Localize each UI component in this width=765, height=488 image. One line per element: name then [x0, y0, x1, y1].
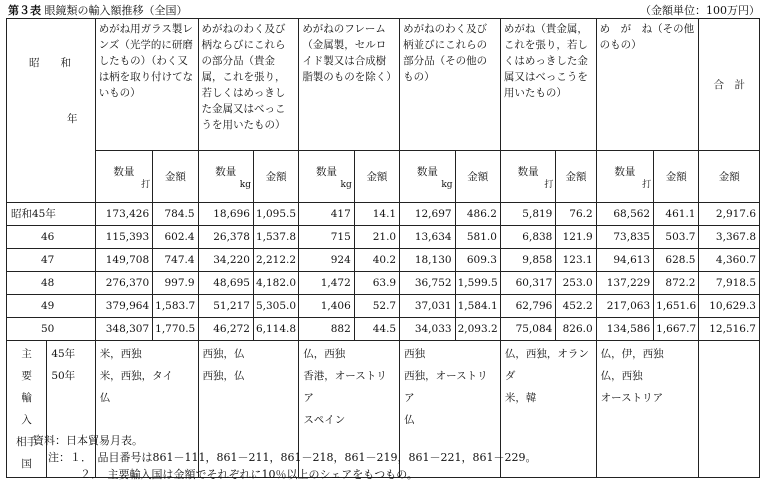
value-cell: 73,835: [596, 226, 653, 249]
table-title: [8, 2, 760, 16]
table-title-text: 眼鏡類の輸入額推移（全国）: [44, 4, 188, 17]
value-cell: 1,472: [299, 272, 354, 295]
value-cell: 12,697: [400, 203, 455, 226]
value-cell: 609.3: [455, 249, 500, 272]
value-cell: 1,583.7: [153, 295, 198, 318]
value-cell: 40.2: [354, 249, 399, 272]
value-cell: 115,393: [95, 226, 152, 249]
value-cell: 2,093.2: [455, 318, 500, 341]
value-cell: 9,858: [500, 249, 555, 272]
amount-header: 金額: [556, 151, 596, 203]
year-cell: 50: [7, 318, 96, 341]
value-cell: 18,696: [198, 203, 253, 226]
amount-header: 金額: [654, 151, 699, 203]
partner-line: 西独，仏: [202, 370, 245, 382]
qty-header: [198, 151, 253, 203]
value-cell: 5,305.0: [253, 295, 298, 318]
value-cell: 76.2: [556, 203, 596, 226]
qty-header: [400, 151, 455, 203]
qty-label: 数量: [614, 165, 636, 178]
value-cell: 1,667.7: [654, 318, 699, 341]
amount-header: 金額: [699, 151, 760, 203]
value-cell: 747.4: [153, 249, 198, 272]
notes: [8, 432, 760, 483]
value-cell: 461.1: [654, 203, 699, 226]
source-note: 資料：日本貿易月表。: [33, 434, 143, 447]
value-cell: 13,634: [400, 226, 455, 249]
value-cell: 3,367.8: [699, 226, 760, 249]
value-cell: 872.2: [654, 272, 699, 295]
category-header: め が ね（その他のもの）: [596, 19, 699, 151]
partner-line: 仏，伊，西独: [600, 348, 664, 360]
partner-label-line: 輸 入: [21, 392, 43, 426]
value-cell: 46,272: [198, 318, 253, 341]
value-cell: 1,651.6: [654, 295, 699, 318]
partner-line: 仏，西独，オランダ: [504, 348, 589, 382]
qty-unit: 打: [544, 179, 554, 190]
value-cell: 10,629.3: [699, 295, 760, 318]
qty-unit: kg: [239, 179, 251, 190]
table-row: [7, 295, 760, 318]
value-cell: 51,217: [198, 295, 253, 318]
value-cell: 503.7: [654, 226, 699, 249]
qty-label: 数量: [215, 165, 237, 178]
year-cell: 46: [7, 226, 96, 249]
qty-unit: 打: [642, 179, 652, 190]
partner-line: オーストリア: [600, 392, 664, 404]
qty-header: [299, 151, 354, 203]
amount-header: 金額: [354, 151, 399, 203]
qty-header: [596, 151, 653, 203]
qty-label: 数量: [517, 165, 539, 178]
value-cell: 36,752: [400, 272, 455, 295]
value-cell: 63.9: [354, 272, 399, 295]
value-cell: 602.4: [153, 226, 198, 249]
value-cell: 1,406: [299, 295, 354, 318]
value-cell: 5,819: [500, 203, 555, 226]
value-cell: 348,307: [95, 318, 152, 341]
value-cell: 1,770.5: [153, 318, 198, 341]
table-row: [7, 226, 760, 249]
year-header-bottom: 年: [67, 112, 78, 125]
import-table: [6, 18, 760, 478]
value-cell: 1,095.5: [253, 203, 298, 226]
table-number: 第３表: [8, 4, 41, 17]
value-cell: 14.1: [354, 203, 399, 226]
value-cell: 48,695: [198, 272, 253, 295]
category-header: めがね用ガラス製レンズ（光学的に研磨したもの）（わく又は柄を取り付けてないもの）: [95, 19, 198, 151]
note-1: 注：１． 品目番号は861－111，861－211，861－218，861－219，861－221，861－229。: [48, 451, 537, 464]
value-cell: 134,586: [596, 318, 653, 341]
value-cell: 37,031: [400, 295, 455, 318]
category-header: めがねのわく及び柄並びにこれらの部分品（その他のもの）: [400, 19, 501, 151]
value-cell: 2,212.2: [253, 249, 298, 272]
value-cell: 1,599.5: [455, 272, 500, 295]
value-cell: 6,838: [500, 226, 555, 249]
value-cell: 217,063: [596, 295, 653, 318]
amount-header: 金額: [253, 151, 298, 203]
value-cell: 6,114.8: [253, 318, 298, 341]
partner-year-45: 45年: [51, 348, 76, 360]
year-header: [7, 19, 96, 203]
table-row: [7, 203, 760, 226]
value-cell: 253.0: [556, 272, 596, 295]
partner-line: 仏，西独: [600, 370, 643, 382]
value-cell: 924: [299, 249, 354, 272]
value-cell: 44.5: [354, 318, 399, 341]
category-header: めがねのわく及び柄ならびにこれらの部分品（貴金属，これを張り，若しくはめっきした金属又はべっこうを用いたもの）: [198, 19, 299, 151]
value-cell: 581.0: [455, 226, 500, 249]
qty-unit: kg: [340, 179, 352, 190]
value-cell: 137,229: [596, 272, 653, 295]
year-header-top: 昭 和: [29, 56, 71, 69]
value-cell: 12,516.7: [699, 318, 760, 341]
value-cell: 882: [299, 318, 354, 341]
header-row-categories: [7, 19, 760, 151]
partner-label-line: 主 要: [21, 348, 43, 382]
year-cell: 昭和45年: [7, 203, 96, 226]
value-cell: 75,084: [500, 318, 555, 341]
value-cell: 4,360.7: [699, 249, 760, 272]
value-cell: 121.9: [556, 226, 596, 249]
qty-header: [500, 151, 555, 203]
value-cell: 826.0: [556, 318, 596, 341]
value-cell: 149,708: [95, 249, 152, 272]
value-cell: 52.7: [354, 295, 399, 318]
value-cell: 34,220: [198, 249, 253, 272]
partner-line: 西独，オーストリア: [404, 370, 488, 404]
qty-label: 数量: [416, 165, 438, 178]
value-cell: 1,584.1: [455, 295, 500, 318]
value-cell: 34,033: [400, 318, 455, 341]
amount-header: 金額: [455, 151, 500, 203]
partner-line: 西独: [404, 348, 426, 360]
value-cell: 2,917.6: [699, 203, 760, 226]
partner-line: 米，西独: [99, 348, 142, 360]
value-cell: 715: [299, 226, 354, 249]
value-cell: 486.2: [455, 203, 500, 226]
category-header: めがねのフレーム（金属製，セルロイド製又は合成樹脂製のものを除く）: [299, 19, 400, 151]
category-header: めがね（貴金属，これを張り，若しくはめっきした金属又はべっこうを用いたもの）: [500, 19, 596, 151]
year-cell: 47: [7, 249, 96, 272]
table-row: [7, 318, 760, 341]
value-cell: 123.1: [556, 249, 596, 272]
partner-line: スペイン: [303, 414, 346, 426]
value-cell: 1,537.8: [253, 226, 298, 249]
value-cell: 417: [299, 203, 354, 226]
value-cell: 26,378: [198, 226, 253, 249]
qty-unit: kg: [441, 179, 453, 190]
qty-unit: 打: [141, 179, 151, 190]
partner-label-line: 相手国: [16, 436, 38, 470]
note-2: ２． 主要輸入国は金額でそれぞれに10％以上のシェアをもつもの。: [80, 468, 418, 481]
amount-header: 金額: [153, 151, 198, 203]
qty-header: [95, 151, 152, 203]
partner-line: [505, 409, 592, 431]
value-cell: 784.5: [153, 203, 198, 226]
partner-line: 西独，仏: [202, 348, 245, 360]
partner-line: [203, 387, 295, 409]
qty-label: 数量: [316, 165, 338, 178]
value-cell: 379,964: [95, 295, 152, 318]
value-cell: 60,317: [500, 272, 555, 295]
qty-label: 数量: [113, 165, 135, 178]
value-cell: 997.9: [153, 272, 198, 295]
value-cell: 173,426: [95, 203, 152, 226]
partner-line: 仏: [404, 414, 415, 426]
table-row: [7, 272, 760, 295]
unit-note: （金額単位：100万円）: [640, 4, 760, 17]
partner-line: 仏: [99, 392, 111, 404]
partner-line: 香港，オーストリア: [303, 370, 387, 404]
value-cell: 452.2: [556, 295, 596, 318]
value-cell: 4,182.0: [253, 272, 298, 295]
partner-line: 米，韓: [504, 392, 537, 404]
value-cell: 62,796: [500, 295, 555, 318]
value-cell: 628.5: [654, 249, 699, 272]
value-cell: 18,130: [400, 249, 455, 272]
partner-year-50: 50年: [51, 370, 76, 382]
partner-line: 米，西独，タイ: [99, 370, 173, 382]
value-cell: 276,370: [95, 272, 152, 295]
value-cell: 94,613: [596, 249, 653, 272]
header-row-units: [7, 151, 760, 203]
partner-line: 仏，西独: [303, 348, 346, 360]
total-header: 合 計: [699, 19, 760, 151]
table-row: [7, 249, 760, 272]
value-cell: 68,562: [596, 203, 653, 226]
year-cell: 49: [7, 295, 96, 318]
value-cell: 7,918.5: [699, 272, 760, 295]
value-cell: 21.0: [354, 226, 399, 249]
year-cell: 48: [7, 272, 96, 295]
